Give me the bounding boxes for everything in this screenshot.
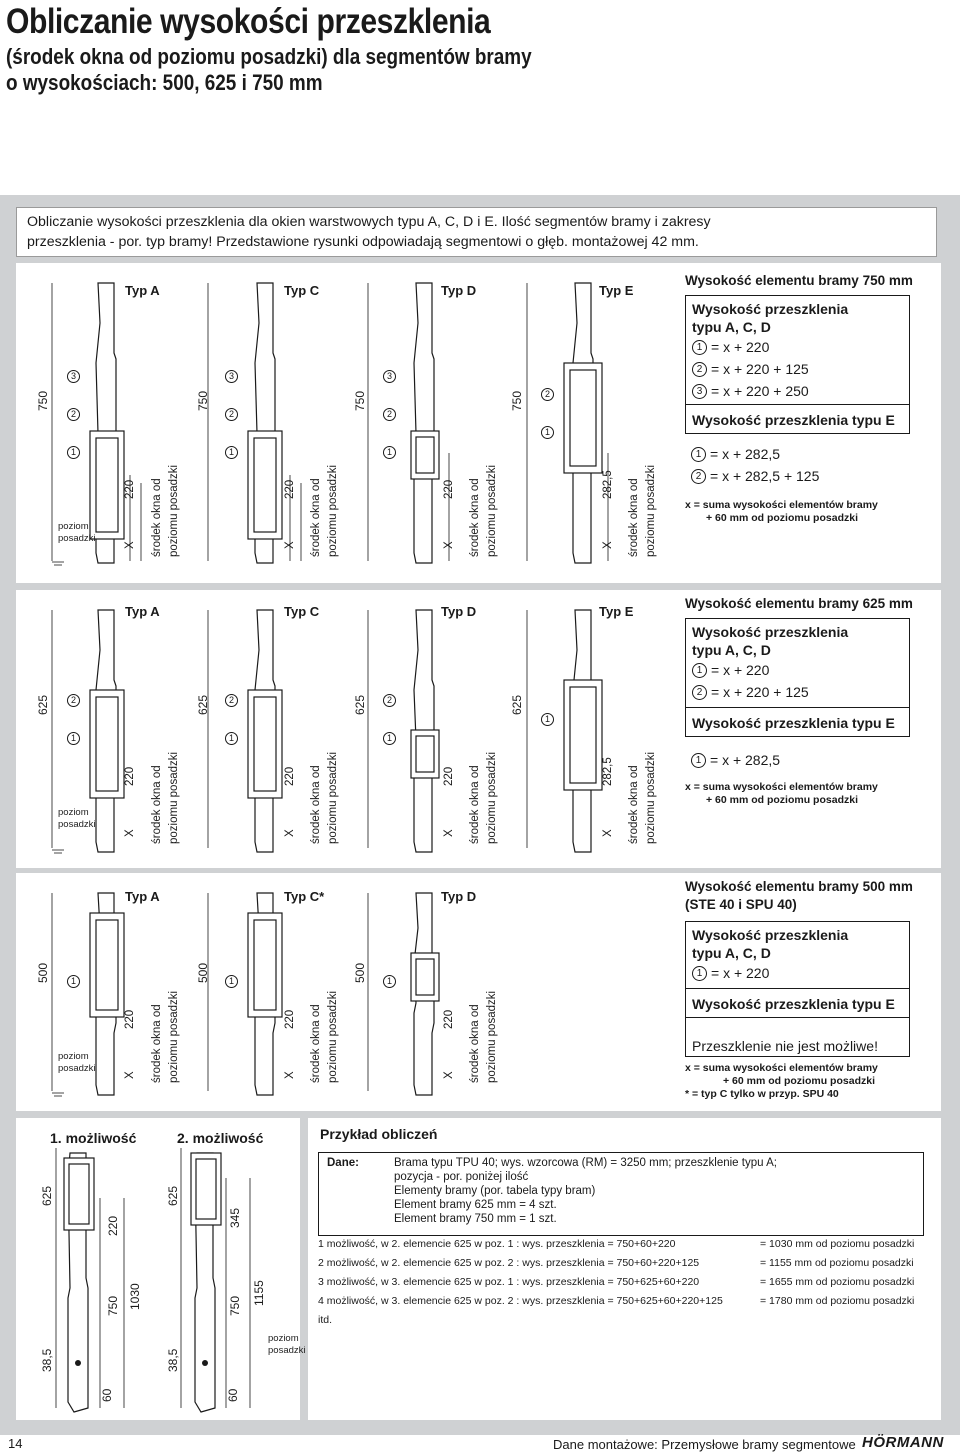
formula-3 (692, 380, 903, 402)
pos-1-a: 1 (67, 732, 80, 745)
panel-500-box-e-head (685, 988, 910, 1018)
label-typ-a: Typ A (125, 283, 160, 298)
x-e: X (602, 541, 614, 549)
dim-750-2: 750 (228, 1295, 242, 1316)
pos-1-e: 1 (541, 713, 554, 726)
diagram-625 (16, 590, 676, 868)
panel-750-e-formulas (691, 443, 819, 487)
segment-typ-e-750 (527, 283, 608, 563)
dane-line-2: pozycja - por. poniżej ilość (394, 1171, 529, 1183)
dim-625-1: 625 (40, 1185, 54, 1206)
pos-2-a: 2 (67, 694, 80, 707)
footer-text: Dane montażowe: Przemysłowe bramy segmentowe (553, 1437, 856, 1452)
label-typ-d: Typ D (441, 604, 477, 619)
srodek-d: środek okna od (469, 478, 481, 557)
x-c: X (284, 541, 296, 549)
posadzki-label: posadzki (58, 819, 96, 830)
label-typ-c-star: Typ C* (284, 889, 325, 904)
formula-text: = x + 282,5 (710, 446, 781, 462)
panel-625-box-acd (685, 618, 910, 708)
height-750-a: 750 (36, 390, 50, 411)
label-typ-a: Typ A (125, 604, 160, 619)
formula-text: = x + 220 + 125 (711, 361, 809, 377)
dim-60-1: 60 (100, 1388, 114, 1402)
diagram-750 (16, 263, 676, 583)
height-500-c: 500 (196, 962, 210, 983)
pos-1-e: 1 (541, 426, 554, 439)
circle: 1 (692, 966, 707, 981)
panel-625-title: Wysokość elementu bramy 625 mm (685, 596, 913, 611)
pos-1-a: 1 (67, 446, 80, 459)
circle: 1 (692, 663, 707, 678)
srodek-c: środek okna od (310, 765, 322, 844)
height-750-d: 750 (353, 390, 367, 411)
example-row-1-result: = 1030 mm od poziomu posadzki (760, 1238, 915, 1250)
panel-750-box-e-head (685, 404, 910, 434)
circle: 3 (692, 384, 707, 399)
pos-3-d: 3 (383, 370, 396, 383)
pos-2-e: 2 (541, 388, 554, 401)
note-1: x = suma wysokości elementów bramy (685, 781, 878, 793)
d220-a: 220 (124, 1009, 136, 1029)
box-head: typu A, C, D (692, 642, 771, 658)
brand-logo: HÖRMANN (862, 1434, 944, 1451)
d220-c: 220 (284, 479, 296, 499)
note-1: x = suma wysokości elementów bramy (685, 1062, 878, 1074)
note-3: * = typ C tylko w przyp. SPU 40 (685, 1088, 839, 1100)
box-head: Wysokość przeszklenia (692, 624, 849, 640)
srodek-d: środek okna od (469, 765, 481, 844)
dane-label: Dane: (327, 1157, 359, 1169)
segment-typ-c-750 (208, 283, 301, 563)
example-etc: itd. (318, 1314, 333, 1326)
box-head: Wysokość przeszklenia (692, 927, 849, 943)
panel-500 (16, 873, 941, 1111)
d282-e: 282,5 (602, 470, 614, 499)
intro-box (16, 207, 937, 257)
dane-line-1: Brama typu TPU 40; wys. wzorcowa (RM) = 3250 mm; przeszklenie typu A; (394, 1157, 777, 1169)
d220-d: 220 (443, 766, 455, 786)
pos-1-d: 1 (383, 975, 396, 988)
posadzki-label: posadzki (58, 533, 96, 544)
panel-625-box-e-head (685, 707, 910, 737)
pos-1-c: 1 (225, 446, 238, 459)
poziomu-a: poziomu posadzki (168, 464, 180, 557)
box-head: Wysokość przeszklenia (692, 301, 849, 317)
intro-line-2: przeszklenia - por. typ bramy! Przedstawione rysunki odpowiadają segmentowi o głęb. montażowej 42 mm. (27, 234, 699, 250)
circle: 1 (692, 340, 707, 355)
pos-2-c: 2 (225, 408, 238, 421)
note-1: x = suma wysokości elementów bramy (685, 499, 878, 511)
srodek-c: środek okna od (310, 1004, 322, 1083)
formula-e2 (691, 465, 819, 487)
example-title: Przykład obliczeń (320, 1126, 438, 1142)
example-row-1: 1 możliwość, w 2. elemencie 625 w poz. 1 : wys. przeszklenia = 750+60+220 (318, 1238, 676, 1250)
note-2: + 60 mm od poziomu posadzki (706, 794, 858, 806)
poziomu-a: poziomu posadzki (168, 751, 180, 844)
example-data-box (318, 1152, 924, 1236)
poziomu-c: poziomu posadzki (327, 751, 339, 844)
diagram-500 (16, 873, 676, 1111)
example-panel (308, 1118, 941, 1420)
pos-1-c: 1 (225, 975, 238, 988)
poziom-label: poziom (58, 521, 89, 532)
example-row-3: 3 możliwość, w 3. elemencie 625 w poz. 1 : wys. przeszklenia = 750+625+60+220 (318, 1276, 700, 1288)
circle: 2 (692, 362, 707, 377)
height-750-c: 750 (196, 390, 210, 411)
d282-e: 282,5 (602, 757, 614, 786)
pos-1-d: 1 (383, 732, 396, 745)
option-2-title: 2. możliwość (177, 1130, 264, 1146)
pos-1-d: 1 (383, 446, 396, 459)
page-subtitle-2: o wysokościach: 500, 625 i 750 mm (6, 70, 323, 95)
dane-line-3: Elementy bramy (por. tabela typy bram) (394, 1185, 596, 1197)
srodek-d: środek okna od (469, 1004, 481, 1083)
formula-2 (692, 681, 903, 703)
example-row-4: 4 możliwość, w 3. elemencie 625 w poz. 2 : wys. przeszklenia = 750+625+60+220+125 (318, 1295, 723, 1307)
dane-line-4: Element bramy 625 mm = 4 szt. (394, 1199, 557, 1211)
formula-text: = x + 220 + 125 (711, 684, 809, 700)
posadzki-label: posadzki (58, 1063, 96, 1074)
circle: 1 (691, 447, 706, 462)
possibility-diagrams (16, 1118, 306, 1420)
height-625-d: 625 (353, 694, 367, 715)
dim-1030: 1030 (128, 1283, 142, 1310)
page-title: Obliczanie wysokości przeszklenia (6, 2, 491, 41)
x-c: X (284, 829, 296, 837)
intro-line-1: Obliczanie wysokości przeszklenia dla okien warstwowych typu A, C, D i E. Ilość segmentów bramy i zakresy (27, 214, 711, 230)
dim-60-2: 60 (226, 1388, 240, 1402)
poziomu-d: poziomu posadzki (486, 464, 498, 557)
panel-500-box-e-none (685, 1017, 910, 1057)
label-typ-d: Typ D (441, 283, 477, 298)
dim-625-2: 625 (166, 1185, 180, 1206)
formula-text: = x + 220 (711, 662, 770, 678)
poziomu-c: poziomu posadzki (327, 990, 339, 1083)
formula-1 (692, 659, 903, 681)
srodek-c: środek okna od (310, 478, 322, 557)
formula-1 (692, 962, 903, 984)
box-head: typu A, C, D (692, 319, 771, 335)
poziomu-a: poziomu posadzki (168, 990, 180, 1083)
srodek-a: środek okna od (151, 478, 163, 557)
dim-220: 220 (106, 1215, 120, 1236)
height-500-a: 500 (36, 962, 50, 983)
panel-750-box-acd (685, 295, 910, 405)
example-row-3-result: = 1655 mm od poziomu posadzki (760, 1276, 915, 1288)
height-750-e: 750 (510, 390, 524, 411)
circle: 1 (691, 753, 706, 768)
panel-500-title-2: (STE 40 i SPU 40) (685, 897, 797, 912)
formula-text: = x + 220 + 250 (711, 383, 809, 399)
poziomu-c: poziomu posadzki (327, 464, 339, 557)
height-625-c: 625 (196, 694, 210, 715)
example-row-2: 2 możliwość, w 2. elemencie 625 w poz. 2 : wys. przeszklenia = 750+60+220+125 (318, 1257, 700, 1269)
poziom-label: poziom (58, 1051, 89, 1062)
d220-c: 220 (284, 1009, 296, 1029)
dim-1155: 1155 (252, 1280, 266, 1306)
x-d: X (443, 829, 455, 837)
panel-750-title: Wysokość elementu bramy 750 mm (685, 273, 913, 288)
x-a: X (124, 541, 136, 549)
panel-500-title-1: Wysokość elementu bramy 500 mm (685, 879, 913, 894)
example-row-4-result: = 1780 mm od poziomu posadzki (760, 1295, 915, 1307)
segment-typ-d-750 (368, 283, 449, 563)
srodek-e: środek okna od (628, 765, 640, 844)
box-head: Wysokość przeszklenia typu E (692, 715, 895, 731)
poziomu-e: poziomu posadzki (645, 464, 657, 557)
height-625-a: 625 (36, 694, 50, 715)
formula-text: = x + 220 (711, 339, 770, 355)
page-number: 14 (8, 1436, 23, 1451)
height-500-d: 500 (353, 962, 367, 983)
box-head: Wysokość przeszklenia typu E (692, 412, 895, 428)
dane-line-5: Element bramy 750 mm = 1 szt. (394, 1213, 557, 1225)
x-a: X (124, 829, 136, 837)
formula-text: = x + 282,5 + 125 (710, 468, 820, 484)
formula-e1 (691, 443, 819, 465)
circle: 2 (691, 469, 706, 484)
formula-text: = x + 220 (711, 965, 770, 981)
panel-750 (16, 263, 941, 583)
stack-option-1 (56, 1148, 124, 1412)
box-head: Wysokość przeszklenia typu E (692, 996, 895, 1012)
label-typ-a: Typ A (125, 889, 160, 904)
pos-2-d: 2 (383, 694, 396, 707)
no-glazing-text: Przeszklenie nie jest możliwe! (692, 1038, 878, 1054)
srodek-a: środek okna od (151, 765, 163, 844)
d220-d: 220 (443, 479, 455, 499)
ground-symbol (52, 562, 64, 565)
x-d: X (443, 1071, 455, 1079)
label-typ-e: Typ E (599, 283, 634, 298)
d220-c: 220 (284, 766, 296, 786)
height-625-e: 625 (510, 694, 524, 715)
poziom-label: poziom (58, 807, 89, 818)
page-subtitle-1: (środek okna od poziomu posadzki) dla segmentów bramy (6, 44, 532, 69)
poziomu-d: poziomu posadzki (486, 990, 498, 1083)
poziomu-d: poziomu posadzki (486, 751, 498, 844)
panel-500-box-acd (685, 921, 910, 989)
pos-3-c: 3 (225, 370, 238, 383)
poziom-label: poziom (268, 1333, 299, 1344)
note-2: + 60 mm od poziomu posadzki (723, 1075, 875, 1087)
label-typ-d: Typ D (441, 889, 477, 904)
circle: 2 (692, 685, 707, 700)
d220-a: 220 (124, 479, 136, 499)
note-2: + 60 mm od poziomu posadzki (706, 512, 858, 524)
x-a: X (124, 1071, 136, 1079)
x-c: X (284, 1071, 296, 1079)
example-row-2-result: = 1155 mm od poziomu posadzki (760, 1257, 914, 1269)
pos-1-a: 1 (67, 975, 80, 988)
srodek-e: środek okna od (628, 478, 640, 557)
x-d: X (443, 541, 455, 549)
diagram-possibilities (16, 1118, 300, 1420)
label-typ-e: Typ E (599, 604, 634, 619)
panel-625 (16, 590, 941, 868)
option-1-title: 1. możliwość (50, 1130, 137, 1146)
dim-345: 345 (228, 1207, 242, 1228)
panel-625-e-formulas (691, 749, 780, 771)
label-typ-c: Typ C (284, 604, 320, 619)
d220-a: 220 (124, 766, 136, 786)
dim-750-1: 750 (106, 1295, 120, 1316)
poziomu-e: poziomu posadzki (645, 751, 657, 844)
stack-option-2 (181, 1148, 250, 1412)
pos-3-a: 3 (67, 370, 80, 383)
srodek-a: środek okna od (151, 1004, 163, 1083)
pos-2-d: 2 (383, 408, 396, 421)
posadzki-label: posadzki (268, 1345, 306, 1356)
formula-2 (692, 358, 903, 380)
pos-2-c: 2 (225, 694, 238, 707)
d220-d: 220 (443, 1009, 455, 1029)
dim-38-2: 38,5 (166, 1348, 180, 1372)
x-e: X (602, 829, 614, 837)
dim-38-1: 38,5 (40, 1348, 54, 1372)
formula-1 (692, 336, 903, 358)
label-typ-c: Typ C (284, 283, 320, 298)
formula-e1 (691, 749, 780, 771)
formula-text: = x + 282,5 (710, 752, 781, 768)
pos-2-a: 2 (67, 408, 80, 421)
pos-1-c: 1 (225, 732, 238, 745)
box-head: typu A, C, D (692, 945, 771, 961)
